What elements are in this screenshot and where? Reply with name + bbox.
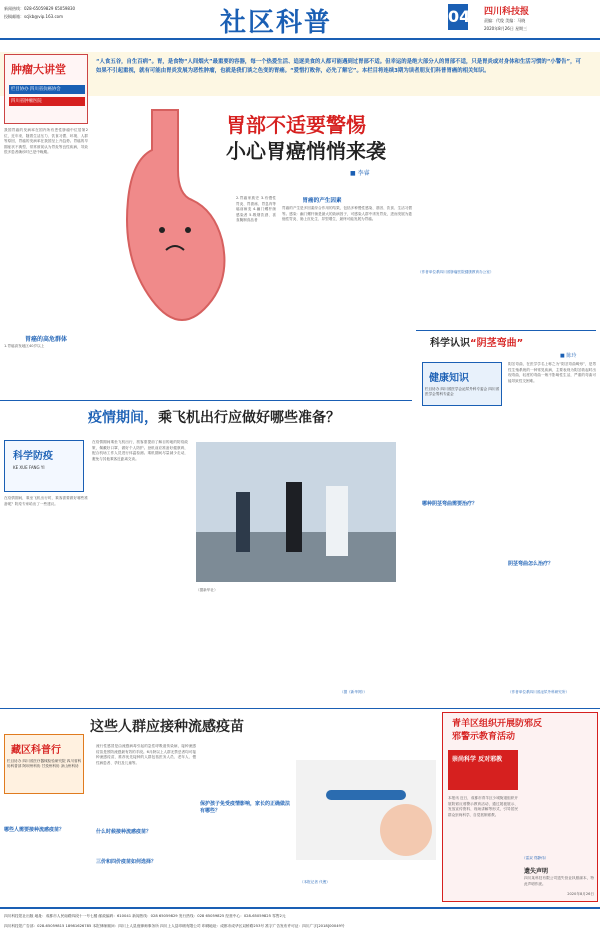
notice-date: 2020年8月26日: [567, 892, 594, 896]
intro-text: “人食五谷，自生百病”。胃，是食物“人间烟火”最重要的容器，每一个热爱生活、追逐美食的人都可能遇到过胃部不适。但幸运的是绝大部分人的胃部不适，只是胃炎或对身体和生活习惯的“小警告”，可如果不引起重视，就有可能由胃炎发展为恶性肿瘤，也就是我们谈之色变的胃癌。“爱惜打败你，必先了解它”。本栏目将连续3期为读者朋友们科普胃癌的相关知识。: [96, 59, 581, 74]
vaccine-q4: 保护孩子免受疫情影响，家长的正确做法有哪些？: [200, 801, 291, 814]
qingyang-footer: （雷双 郑静伟）: [522, 856, 549, 860]
footer-line-1: 四川科技报社出版 地址：成都市人民南路四段十一号七楼 邮政编码：610041 新闻热线：028 65059829 发行热线：028 65059825 经营中心：028-65059825 零售2元: [4, 914, 286, 918]
vaccine-q3: 三价和四价疫苗如何选择？: [96, 859, 157, 865]
submit-email: 投稿邮箱：scjkb@vip.163.com: [4, 14, 63, 19]
qingyang-body: 本报讯 近日，成都市青羊区少城街道组织开展防邪反邪警示教育活动，通过展板展示、发放宣传资料、现场讲解等形式，引导居民群众崇尚科学，自觉抵制邪教。: [448, 796, 518, 817]
vaccine-sponsor: 栏目协办 四川省医疗器械检验研究院 四川省科协科普部 阿坝州科协 甘孜州科协 凉山州科协: [7, 759, 82, 768]
yin-title-main: “阴茎弯曲”: [470, 338, 524, 349]
divider: [0, 708, 600, 709]
stomach-author: ■ 李睿: [350, 170, 370, 177]
intro-box: [0, 52, 600, 96]
flight-side: 在疫情期间，乘坐飞机出行时，乘客需要做好哪些准备呢？防疫专家给出了一些建议。: [4, 496, 88, 506]
flight-logo: [4, 440, 84, 492]
yin-article-title: [430, 337, 523, 351]
flight-body-2: （据新华社）: [196, 588, 218, 592]
yin-logo: [422, 362, 502, 406]
person-1: [236, 492, 250, 552]
person-2: [286, 482, 302, 552]
qingyang-title-line1: 青羊区组织开展防邪反: [452, 719, 543, 729]
vaccine-q1: 哪些人需要接种流感疫苗？: [4, 827, 65, 833]
flight-footer: （据《新华网》）: [340, 690, 367, 694]
footer-line-2: 四川科技报广告部：028-65059815 18981626785 本报律师顾问：四川上人县庭律师事务所 四川上人县印刷有限公司 印刷地址：成都市成华区双桥路253号 准字广告发布许可证：四川广字[2018]00049号: [4, 924, 345, 928]
yin-side-text: 阴茎弯曲，在医学学名上称之为“阴茎弯曲畸形”，是男性生殖系统的一种常见疾病，主要表现为阴茎勃起时出现弯曲，轻度的弯曲一般不影响性生活，严重的弯曲可能导致性交困难。: [508, 362, 596, 383]
stomach-eye-left: [159, 227, 165, 233]
stomach-title-line1: 胃部不适要警惕: [226, 113, 366, 137]
yin-q1: 哪种阴茎弯曲需要治疗？: [422, 501, 478, 507]
arm: [380, 804, 432, 856]
vaccine-logo-text: 藏区科普行: [11, 745, 61, 756]
flight-body: 在疫情期间乘坐飞机出行，旅客需提前了解目的地的防疫政策，佩戴好口罩，做好个人防护。登机前应准备好健康码，配合机场工作人员进行体温检测。乘机期间尽量减少走动，避免与其他乘客近距离交谈。: [92, 440, 188, 461]
vaccine-body: 流行性感冒是由流感病毒引起的急性呼吸道传染病，接种流感疫苗是预防流感最有效的手段。6月龄以上人群无禁忌者均可接种流感疫苗，推荐优先接种的人群包括医务人员、老年人、慢性病患者、孕妇及儿童等。: [96, 744, 196, 765]
syringe: [326, 790, 406, 800]
stomach-shape: [127, 110, 224, 320]
footer: [0, 907, 600, 937]
flight-logo-sub: KE XUE FANG YI: [13, 465, 45, 470]
tumor-column-body: 我国胃癌的发病率在国内所有恶性肿瘤中位居第2位，近年来，随着生活压力、饮食习惯、环境、人群等原因，胃癌的发病率在我国呈上升趋势。胃癌的早期症状不典型，常常被误认为胃炎等良性疾病，导致很多患者确诊时已是中晚期。: [4, 128, 88, 155]
qingyang-title-line2: 邪警示教育活动: [452, 732, 516, 742]
hotline: 新闻热线：028-65059829 65059830: [4, 6, 76, 11]
divider: [0, 400, 412, 401]
stomach-body: 胃癌的产生是多因素综合作用的结果，包括多种慢性感染、基因、饮食、生活习惯等。感染：幽门螺杆菌是最大的致病因子，可感染人群中诱发胃炎，进而发展为萎缩性胃炎、肠上皮化生、异型增生，最终可能发展为胃癌。: [282, 206, 412, 222]
yin-title-label: 科学认识: [430, 338, 470, 349]
yin-footer: （作者单位系四川省泌尿外科研究所）: [508, 690, 570, 694]
vaccine-footer: （本报记者 代俊）: [300, 880, 330, 884]
flight-title-prefix: 疫情期间，: [88, 410, 158, 426]
tumor-subhead: 胃癌的高危群体: [24, 336, 67, 343]
yin-logo-text: 健康知识: [429, 373, 469, 384]
vaccine-q2: 什么时候接种流感疫苗？: [96, 829, 152, 835]
stomach-side-col: 2.胃癌家族史 3.有慢性胃炎、胃溃疡、胃息肉等癌前病变 4.幽门螺杆菌感染者 5.吸烟饮酒、喜食腌制食品者: [236, 196, 276, 223]
vaccine-article-title: 这些人群应接种流感疫苗: [90, 719, 244, 735]
airport-photo: [196, 442, 396, 582]
notice-title: 遗失声明: [524, 868, 549, 875]
yin-q2: 阴茎弯曲怎么治疗？: [508, 561, 554, 567]
tumor-logo-text: 肿瘤大讲堂: [11, 63, 66, 76]
notice-text: 四川某科技有限公司遗失营业执照副本，特此声明作废。: [524, 876, 594, 886]
tumor-sponsor-2: 四川省肿瘤医院: [9, 97, 85, 106]
stomach-eye-right: [185, 227, 191, 233]
tumor-sponsor-1: 栏目协办 四川省抗癌协会: [9, 85, 85, 94]
divider: [416, 330, 596, 331]
vaccine-photo: [296, 760, 436, 860]
flight-logo-text: 科学防疫: [13, 451, 53, 462]
page-number-badge: 04: [448, 4, 468, 30]
yin-sponsor: 栏目协办 四川省医学会泌尿外科专委会 四川省医学会男科专委会: [425, 387, 500, 396]
vaccine-logo: [4, 734, 84, 794]
tumor-column-logo: [4, 54, 88, 124]
flight-article-title: [88, 408, 340, 428]
page-title: 社区科普: [220, 8, 333, 38]
paper-name: 四川科技报: [484, 7, 530, 17]
medical-worker: [326, 486, 348, 556]
stomach-title-line2: 小心胃癌悄悄来袭: [226, 139, 386, 163]
stomach-footer: （作者单位系四川省肿瘤医院健康教育办公室）: [418, 270, 494, 274]
stomach-subhead: 胃癌的产生因素: [302, 198, 342, 204]
flight-title-main: 乘飞机出行应做好哪些准备？: [158, 410, 340, 426]
masthead: [0, 0, 600, 40]
yin-author: ■ 陈玲: [560, 353, 577, 359]
stomach-article-title: [226, 112, 386, 164]
stomach-illustration: [92, 100, 232, 360]
anti-cult-logo: 崇尚科学 反对邪教: [448, 750, 518, 790]
tumor-subtext: 1.胃癌高发地区40岁以上: [4, 344, 45, 348]
qingyang-article-title: [452, 718, 542, 744]
issue-date: 2020年8月26日 星期三: [484, 26, 528, 31]
editors: 责编：代俊 美编：马晓: [484, 18, 526, 23]
